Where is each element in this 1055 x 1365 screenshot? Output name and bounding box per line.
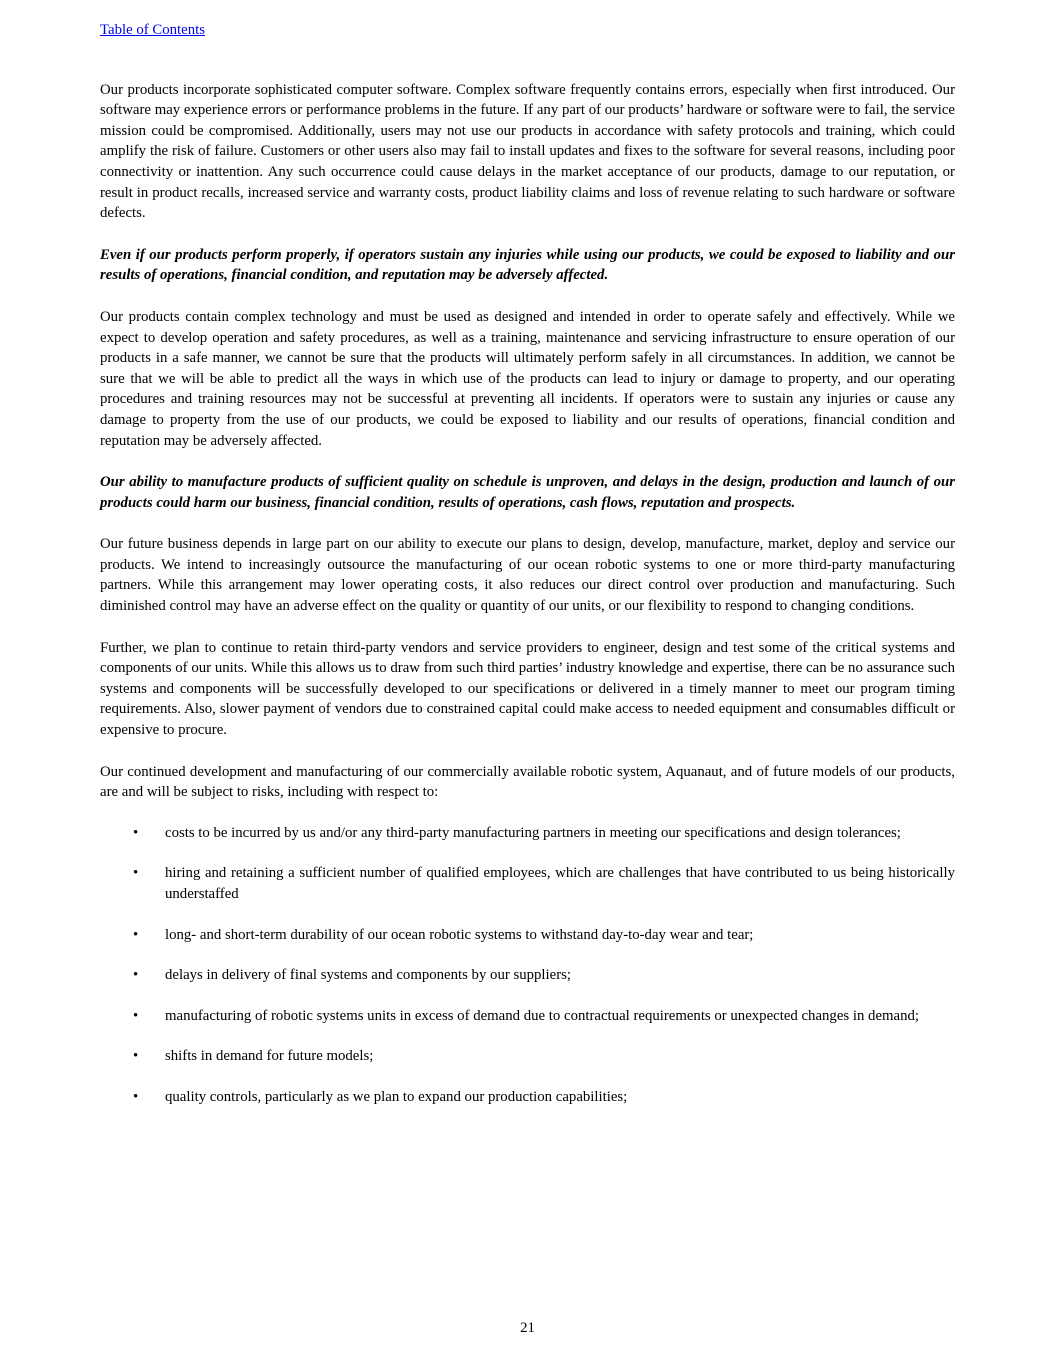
table-of-contents-link[interactable]: Table of Contents <box>100 22 205 38</box>
list-item <box>100 1046 955 1067</box>
bullet-icon: • <box>133 967 139 984</box>
bullet-icon: • <box>133 865 139 882</box>
list-item-text: shifts in demand for future models; <box>165 1048 374 1065</box>
paragraph-third-party-vendors: Further, we plan to continue to retain third-party vendors and service providers to engineer, design and test some of the critical systems and components of our units. While this allows us to draw from such third parties’ industry knowledge and expertise, there can be no assurance such systems and components will be successfully developed to our specifications or delivered in a timely manner to meet our program timing requirements. Also, slower payment of vendors due to constrained capital could make access to needed equipment and consumables difficult or expensive to procure. <box>100 639 955 739</box>
page-number: 21 <box>520 1320 535 1337</box>
paragraph-continued-development: Our continued development and manufacturing of our commercially available robotic system, Aquanaut, and of future models of our products, are and will be subject to risks, including with respect to: <box>100 763 955 801</box>
list-item-text: hiring and retaining a sufficient number of qualified employees, which are challenges that have contributed to us being historically understaffed <box>165 865 955 902</box>
risk-bullet-list <box>100 823 955 1108</box>
bullet-icon: • <box>133 1007 139 1024</box>
bullet-icon: • <box>133 824 139 841</box>
bullet-icon: • <box>133 1048 139 1065</box>
paragraph-future-business: Our future business depends in large part on our ability to execute our plans to design, develop, manufacture, market, deploy and service our products. We intend to increasingly outsource the manufacturing of our ocean robotic systems to one or more third-party manufacturing partners. While this arrangement may lower operating costs, it also reduces our direct control over production and manufacturing. Such diminished control may have an adverse effect on the quality or quantity of our units, or our flexibility to respond to changing conditions. <box>100 536 955 615</box>
risk-heading-manufacturing-quality: Our ability to manufacture products of sufficient quality on schedule is unproven, and delays in the design, production and launch of our products could harm our business, financial condition, results of operations, cash flows, reputation and prospects. <box>100 474 955 511</box>
list-item <box>100 925 955 946</box>
list-item <box>100 863 955 904</box>
list-item <box>100 1006 955 1027</box>
list-item-text: delays in delivery of final systems and components by our suppliers; <box>165 967 572 984</box>
paragraph-complex-technology: Our products contain complex technology and must be used as designed and intended in order to operate safely and effectively. While we expect to develop operation and safety procedures, as well as a training, maintenance and servicing infrastructure to ensure operation of our products in a safe manner, we cannot be sure that the products will ultimately perform safely in all circumstances. In addition, we cannot be sure that we will be able to predict all the ways in which use of the products can lead to injury or damage to property, and our operating procedures and training resources may not be successful at preventing all incidents. If operators were to sustain any injuries or cause any damage to property from the use of our products, we could be exposed to liability and our results of operations, financial condition and reputation may be adversely affected. <box>100 308 955 449</box>
risk-heading-operator-injuries: Even if our products perform properly, if operators sustain any injuries while using our products, we could be exposed to liability and our results of operations, financial condition, and reputation may be adversely affected. <box>100 246 955 284</box>
bullet-icon: • <box>133 926 139 943</box>
paragraph-software-errors: Our products incorporate sophisticated computer software. Complex software frequently contains errors, especially when first introduced. Our software may experience errors or performance problems in the future. If any part of our products’ hardware or software were to fail, the service mission could be compromised. Additionally, users may not use our products in accordance with safety protocols and training, which could amplify the risk of failure. Customers or other users also may fail to install updates and fixes to the software for several reasons, including poor connectivity or inattention. Any such occurrence could cause delays in the market acceptance of our products, damage to our reputation, or result in product recalls, increased service and warranty costs, product liability claims and loss of revenue relating to such hardware or software defects. <box>100 81 955 222</box>
list-item-text: manufacturing of robotic systems units in excess of demand due to contractual requirements or unexpected changes in demand; <box>165 1007 919 1024</box>
list-item <box>100 965 955 986</box>
list-item <box>100 823 955 844</box>
list-item-text: quality controls, particularly as we plan to expand our production capabilities; <box>165 1088 628 1105</box>
list-item-text: costs to be incurred by us and/or any third-party manufacturing partners in meeting our specifications and design tolerances; <box>165 824 901 841</box>
bullet-icon: • <box>133 1088 139 1105</box>
list-item-text: long- and short-term durability of our ocean robotic systems to withstand day-to-day wear and tear; <box>165 926 754 943</box>
list-item <box>100 1087 955 1108</box>
